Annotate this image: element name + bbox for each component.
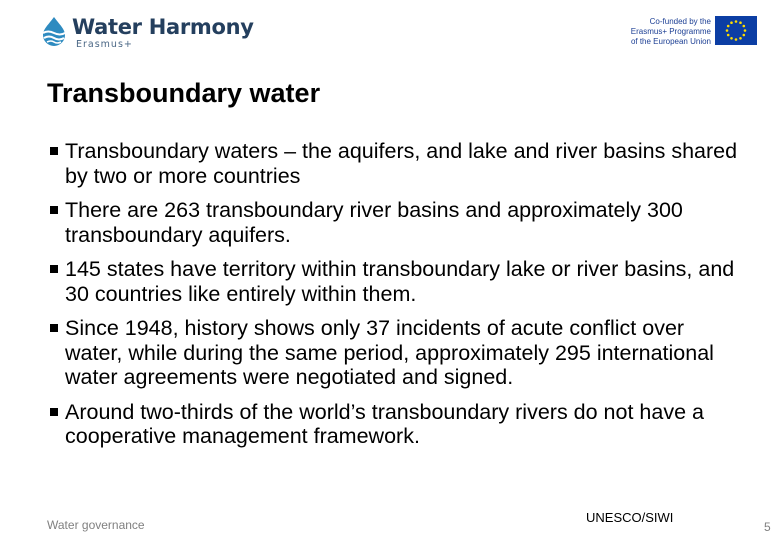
eu-text-line: Co-funded by the <box>649 17 711 26</box>
eu-text-line: Erasmus+ Programme <box>630 27 711 36</box>
water-harmony-logo <box>40 14 254 50</box>
footer-source: UNESCO/SIWI <box>586 510 674 525</box>
page-number: 5 <box>764 520 771 534</box>
bullet-item: Around two-thirds of the world’s transboundary rivers do not have a cooperative management framework. <box>47 400 747 449</box>
bullet-item: 145 states have territory within transboundary lake or river basins, and 30 countries like entirely within them. <box>47 257 747 306</box>
bullet-list <box>47 139 747 459</box>
slide-title: Transboundary water <box>47 78 321 108</box>
footer-topic: Water governance <box>47 518 145 532</box>
logo-subtitle: Erasmus+ <box>76 39 133 50</box>
bullet-item: Since 1948, history shows only 37 incidents of acute conflict over water, while during the same period, approximately 295 international water agreements were negotiated and signed. <box>47 316 747 390</box>
bullet-item: There are 263 transboundary river basins and approximately 300 transboundary aquifers. <box>47 198 747 247</box>
bullet-item: Transboundary waters – the aquifers, and lake and river basins shared by two or more countries <box>47 139 747 188</box>
eu-text-line: of the European Union <box>630 37 711 46</box>
eu-cofunding-text <box>619 17 711 47</box>
water-drop-waves-icon <box>40 16 68 46</box>
logo-title: Water Harmony <box>72 15 254 39</box>
eu-flag-icon <box>715 16 757 45</box>
